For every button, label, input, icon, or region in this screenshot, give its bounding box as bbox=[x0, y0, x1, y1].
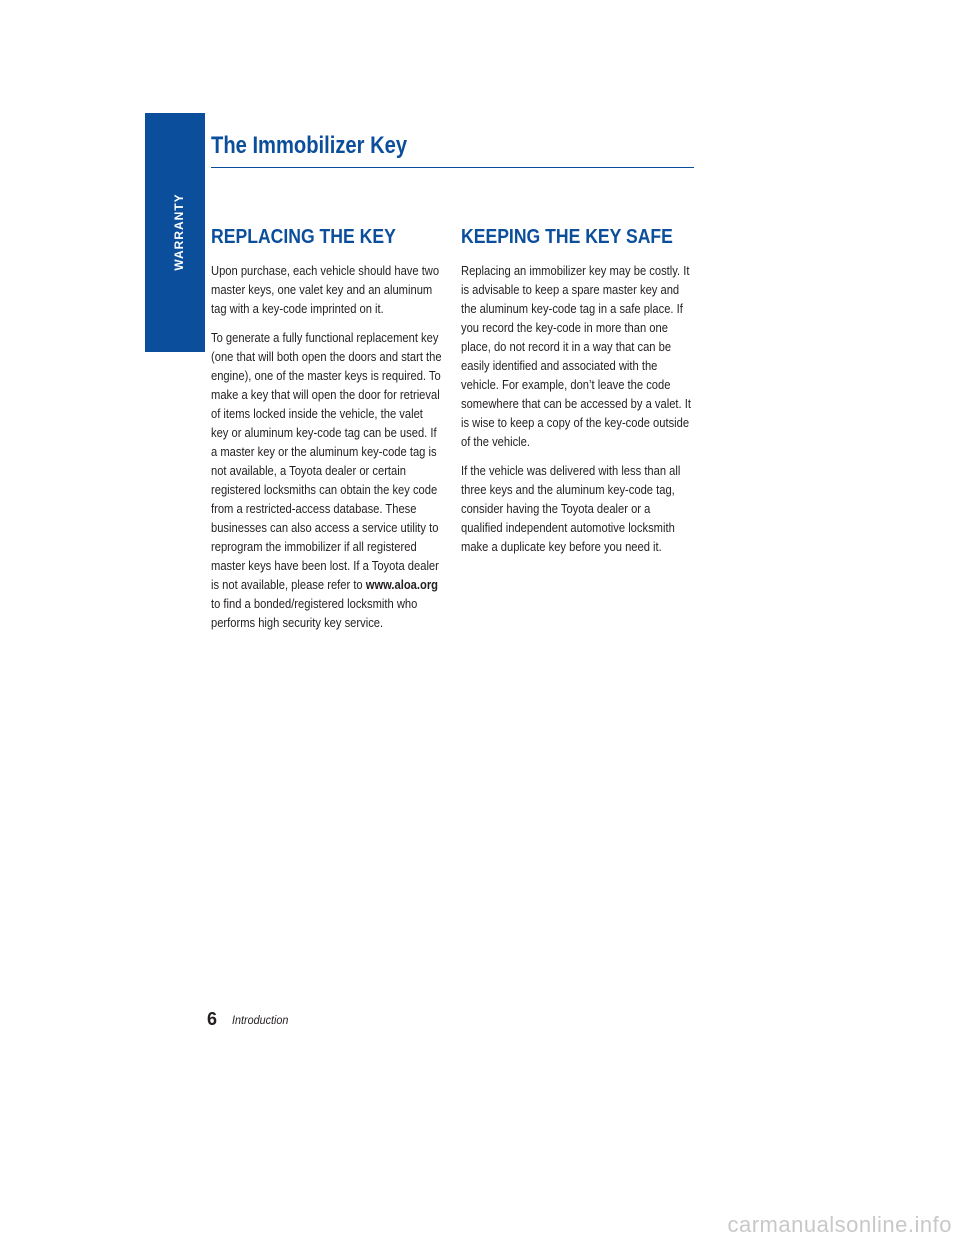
keeping-key-safe-paragraph-1: Replacing an immobilizer key may be costly. It is advisable to keep a spare master key and the aluminum key-code tag in a safe place. If you record the key-code in more than one place, do not record it in a way that can be easily identified and associated with the vehicle. For example, don’t leave the code somewhere that can be accessed by a valet. It is wise to keep a copy of the key-code outside of the vehicle. bbox=[461, 263, 691, 449]
page-number: 6 bbox=[207, 1009, 218, 1029]
keeping-key-safe-heading: KEEPING THE KEY SAFE bbox=[461, 226, 673, 248]
section-tab-label: WARRANTY bbox=[172, 193, 186, 271]
paragraph-text: To generate a fully functional replacement key (one that will both open the doors and start the engine), one of the master keys is required. To make a key that will open the door for retrieval of items locked inside the vehicle, the valet key or aluminum key-code tag can be used. If a master key or the aluminum key-code tag is not available, a Toyota dealer or certain registered locksmiths can obtain the key code from a restricted-access database. These businesses can also access a service utility to reprogram the immobilizer if all registered master keys have been lost. If a Toyota dealer is not available, please refer to bbox=[211, 330, 442, 592]
section-label: Introduction bbox=[232, 1013, 289, 1027]
replacing-key-section bbox=[211, 223, 476, 642]
page-title: The Immobilizer Key bbox=[211, 132, 408, 159]
title-divider bbox=[211, 167, 694, 168]
replacing-key-paragraph-1: Upon purchase, each vehicle should have two master keys, one valet key and an aluminum tag with a key-code imprinted on it. bbox=[211, 263, 440, 316]
keeping-key-safe-section bbox=[461, 223, 726, 566]
keeping-key-safe-paragraph-2: If the vehicle was delivered with less than all three keys and the aluminum key-code tag, consider having the Toyota dealer or a qualified independent automotive locksmith make a duplicate key before you need it. bbox=[461, 463, 681, 554]
paragraph-text: to find a bonded/registered locksmith who performs high security key service. bbox=[211, 596, 418, 630]
replacing-key-paragraph-2 bbox=[211, 328, 443, 632]
aloa-link[interactable]: www.aloa.org bbox=[365, 577, 439, 592]
watermark: carmanualsonline.info bbox=[727, 1212, 952, 1237]
replacing-key-heading: REPLACING THE KEY bbox=[211, 226, 396, 248]
